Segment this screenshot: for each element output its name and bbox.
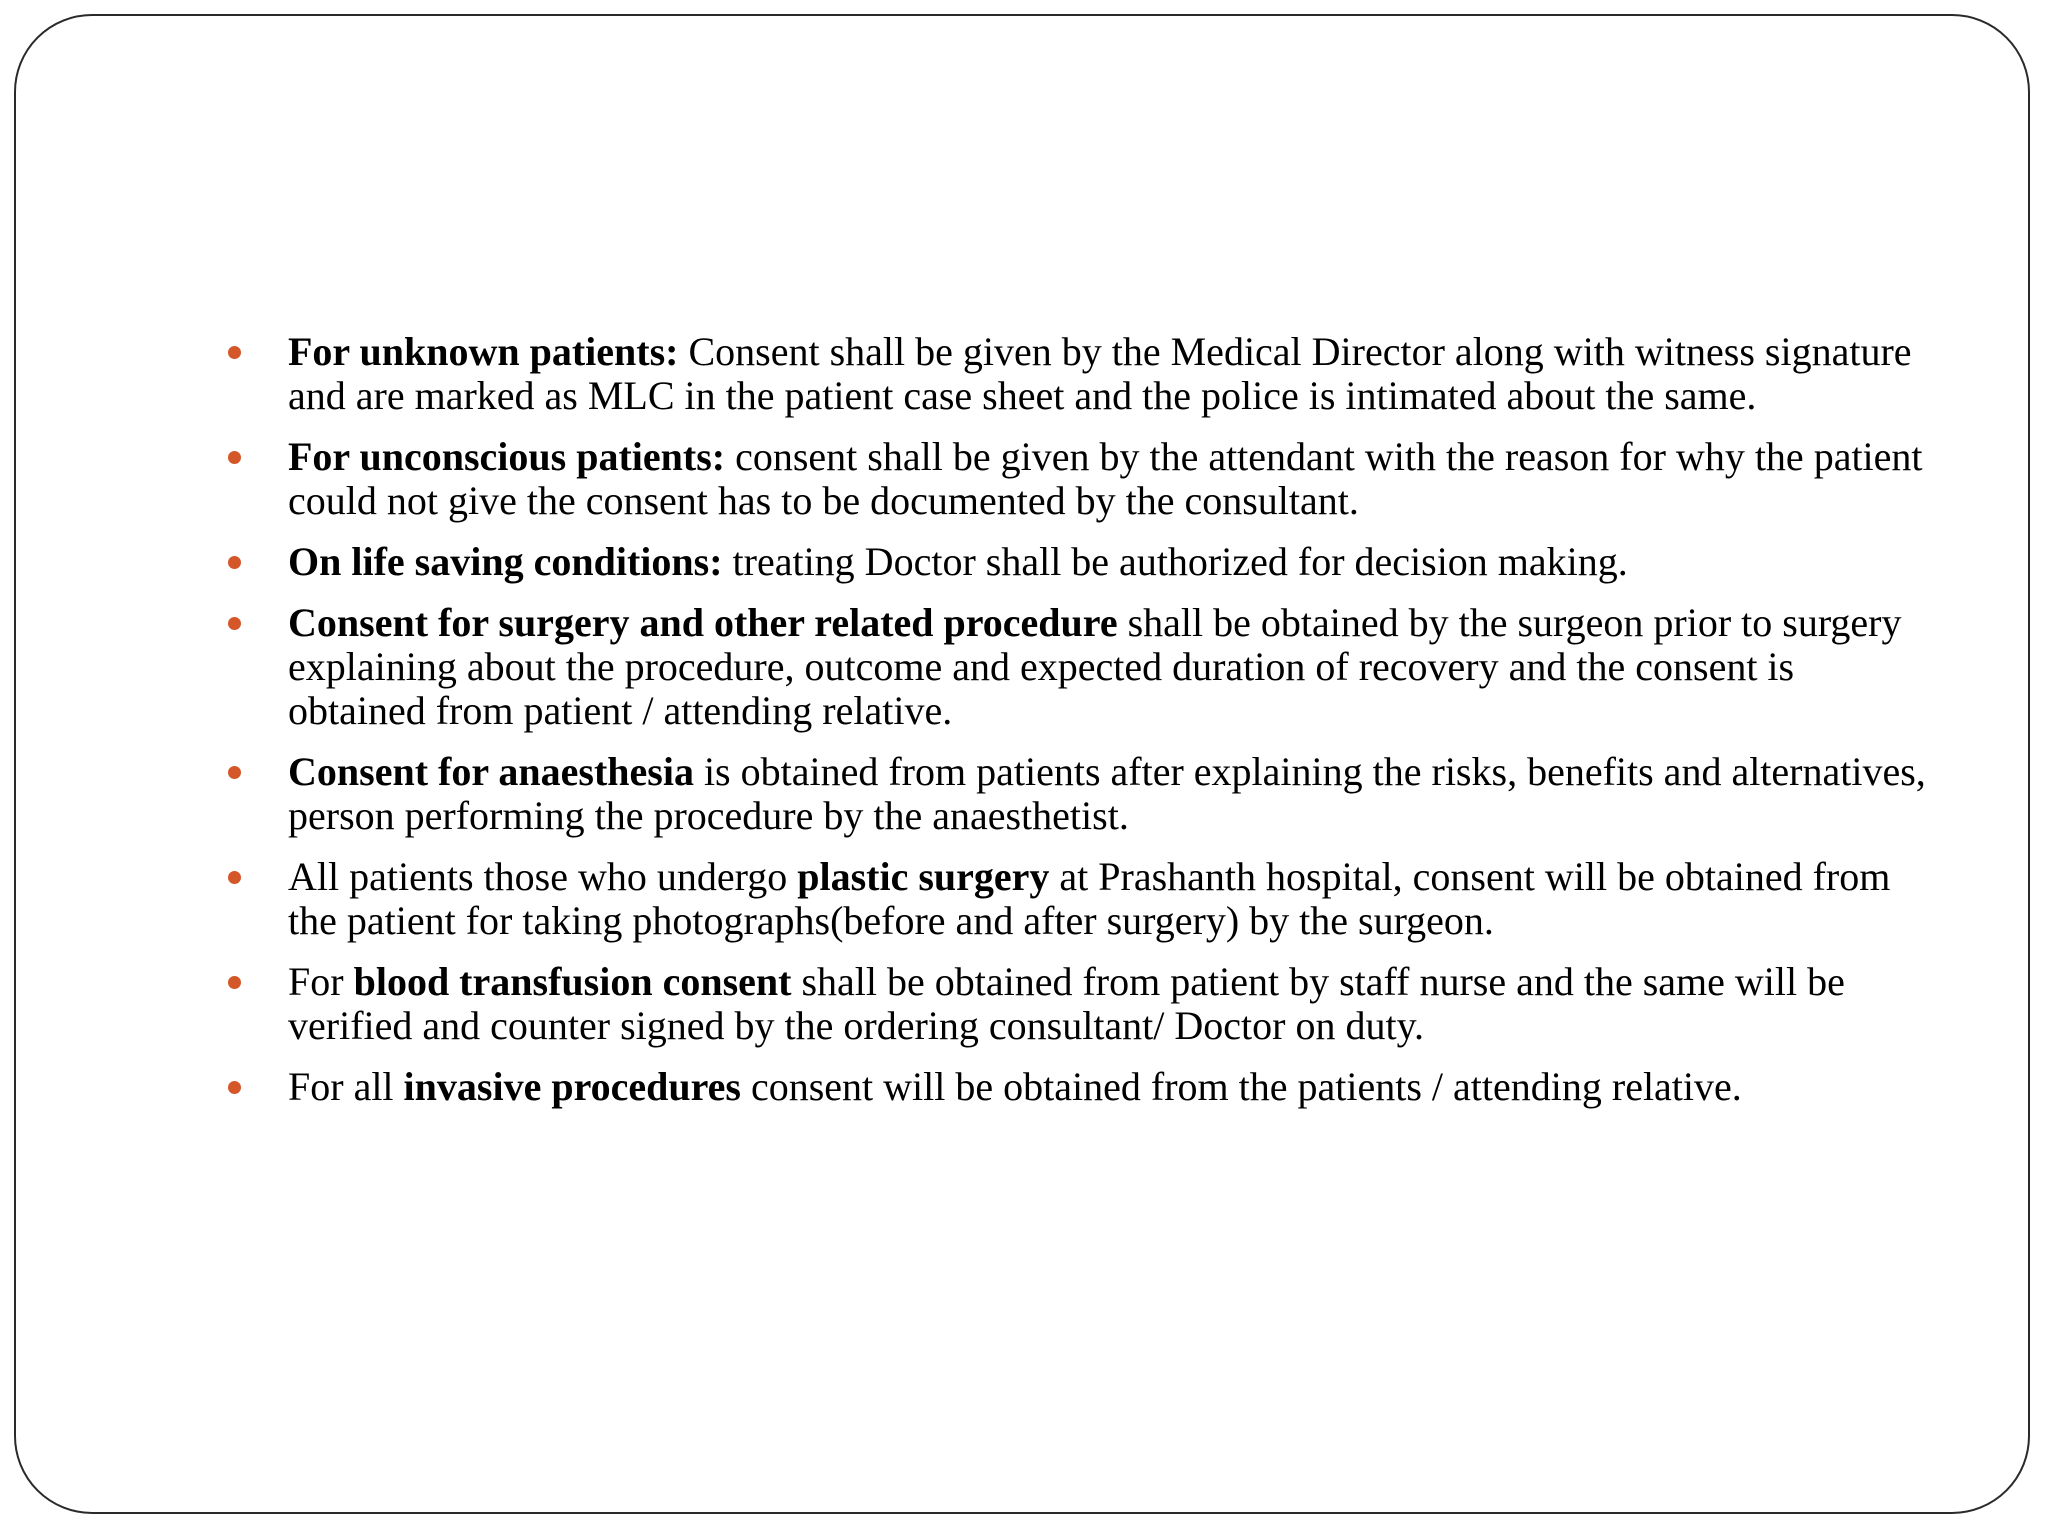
bullet-text: Consent shall be given by the Medical Director along with witness signature and are marked as MLC in the patient case sheet and the police is intimated about the same. [288,329,1912,418]
bullet-dot-icon [228,617,241,630]
bullet-bold-text: Consent for anaesthesia [288,749,694,794]
bullet-text: treating Doctor shall be authorized for decision making. [722,539,1628,584]
bullet-bold-text: For unconscious patients: [288,434,726,479]
bullet-dot-icon [228,766,241,779]
bullet-pre-text: All patients those who undergo [288,854,798,899]
bullet-list [220,330,1940,1126]
bullet-text: consent shall be given by the attendant with the reason for why the patient could not give the consent has to be documented by the consultant. [288,434,1923,523]
bullet-bold-text: plastic surgery [797,854,1050,899]
bullet-text: at Prashanth hospital, consent will be obtained from the patient for taking photographs(before and after surgery) by the surgeon. [288,854,1891,943]
bullet-dot-icon [228,976,241,989]
bullet-bold-text: Consent for surgery and other related procedure [288,600,1118,645]
bullet-text: shall be obtained by the surgeon prior to surgery explaining about the procedure, outcome and expected duration of recovery and the consent is obtained from patient / attending relative. [288,600,1902,733]
bullet-item-surgery-consent [220,601,1940,733]
bullet-bold-text: invasive procedures [403,1064,741,1109]
bullet-dot-icon [228,451,241,464]
bullet-item-unconscious-patients [220,435,1940,523]
bullet-pre-text: For all [288,1064,404,1109]
bullet-bold-text: blood transfusion consent [353,959,792,1004]
bullet-dot-icon [228,346,241,359]
bullet-bold-text: On life saving conditions: [288,539,723,584]
bullet-text: consent will be obtained from the patients / attending relative. [740,1064,1742,1109]
bullet-bold-text: For unknown patients: [288,329,679,374]
bullet-item-invasive-procedures [220,1065,1940,1109]
bullet-dot-icon [228,556,241,569]
bullet-item-plastic-surgery [220,855,1940,943]
bullet-dot-icon [228,871,241,884]
bullet-item-unknown-patients [220,330,1940,418]
bullet-item-anaesthesia-consent [220,750,1940,838]
bullet-dot-icon [228,1081,241,1094]
bullet-item-life-saving [220,540,1940,584]
bullet-item-blood-transfusion [220,960,1940,1048]
bullet-text: is obtained from patients after explaining the risks, benefits and alternatives, person performing the procedure by the anaesthetist. [288,749,1926,838]
bullet-pre-text: For [288,959,354,1004]
bullet-text: shall be obtained from patient by staff nurse and the same will be verified and counter signed by the ordering consultant/ Doctor on duty. [288,959,1845,1048]
